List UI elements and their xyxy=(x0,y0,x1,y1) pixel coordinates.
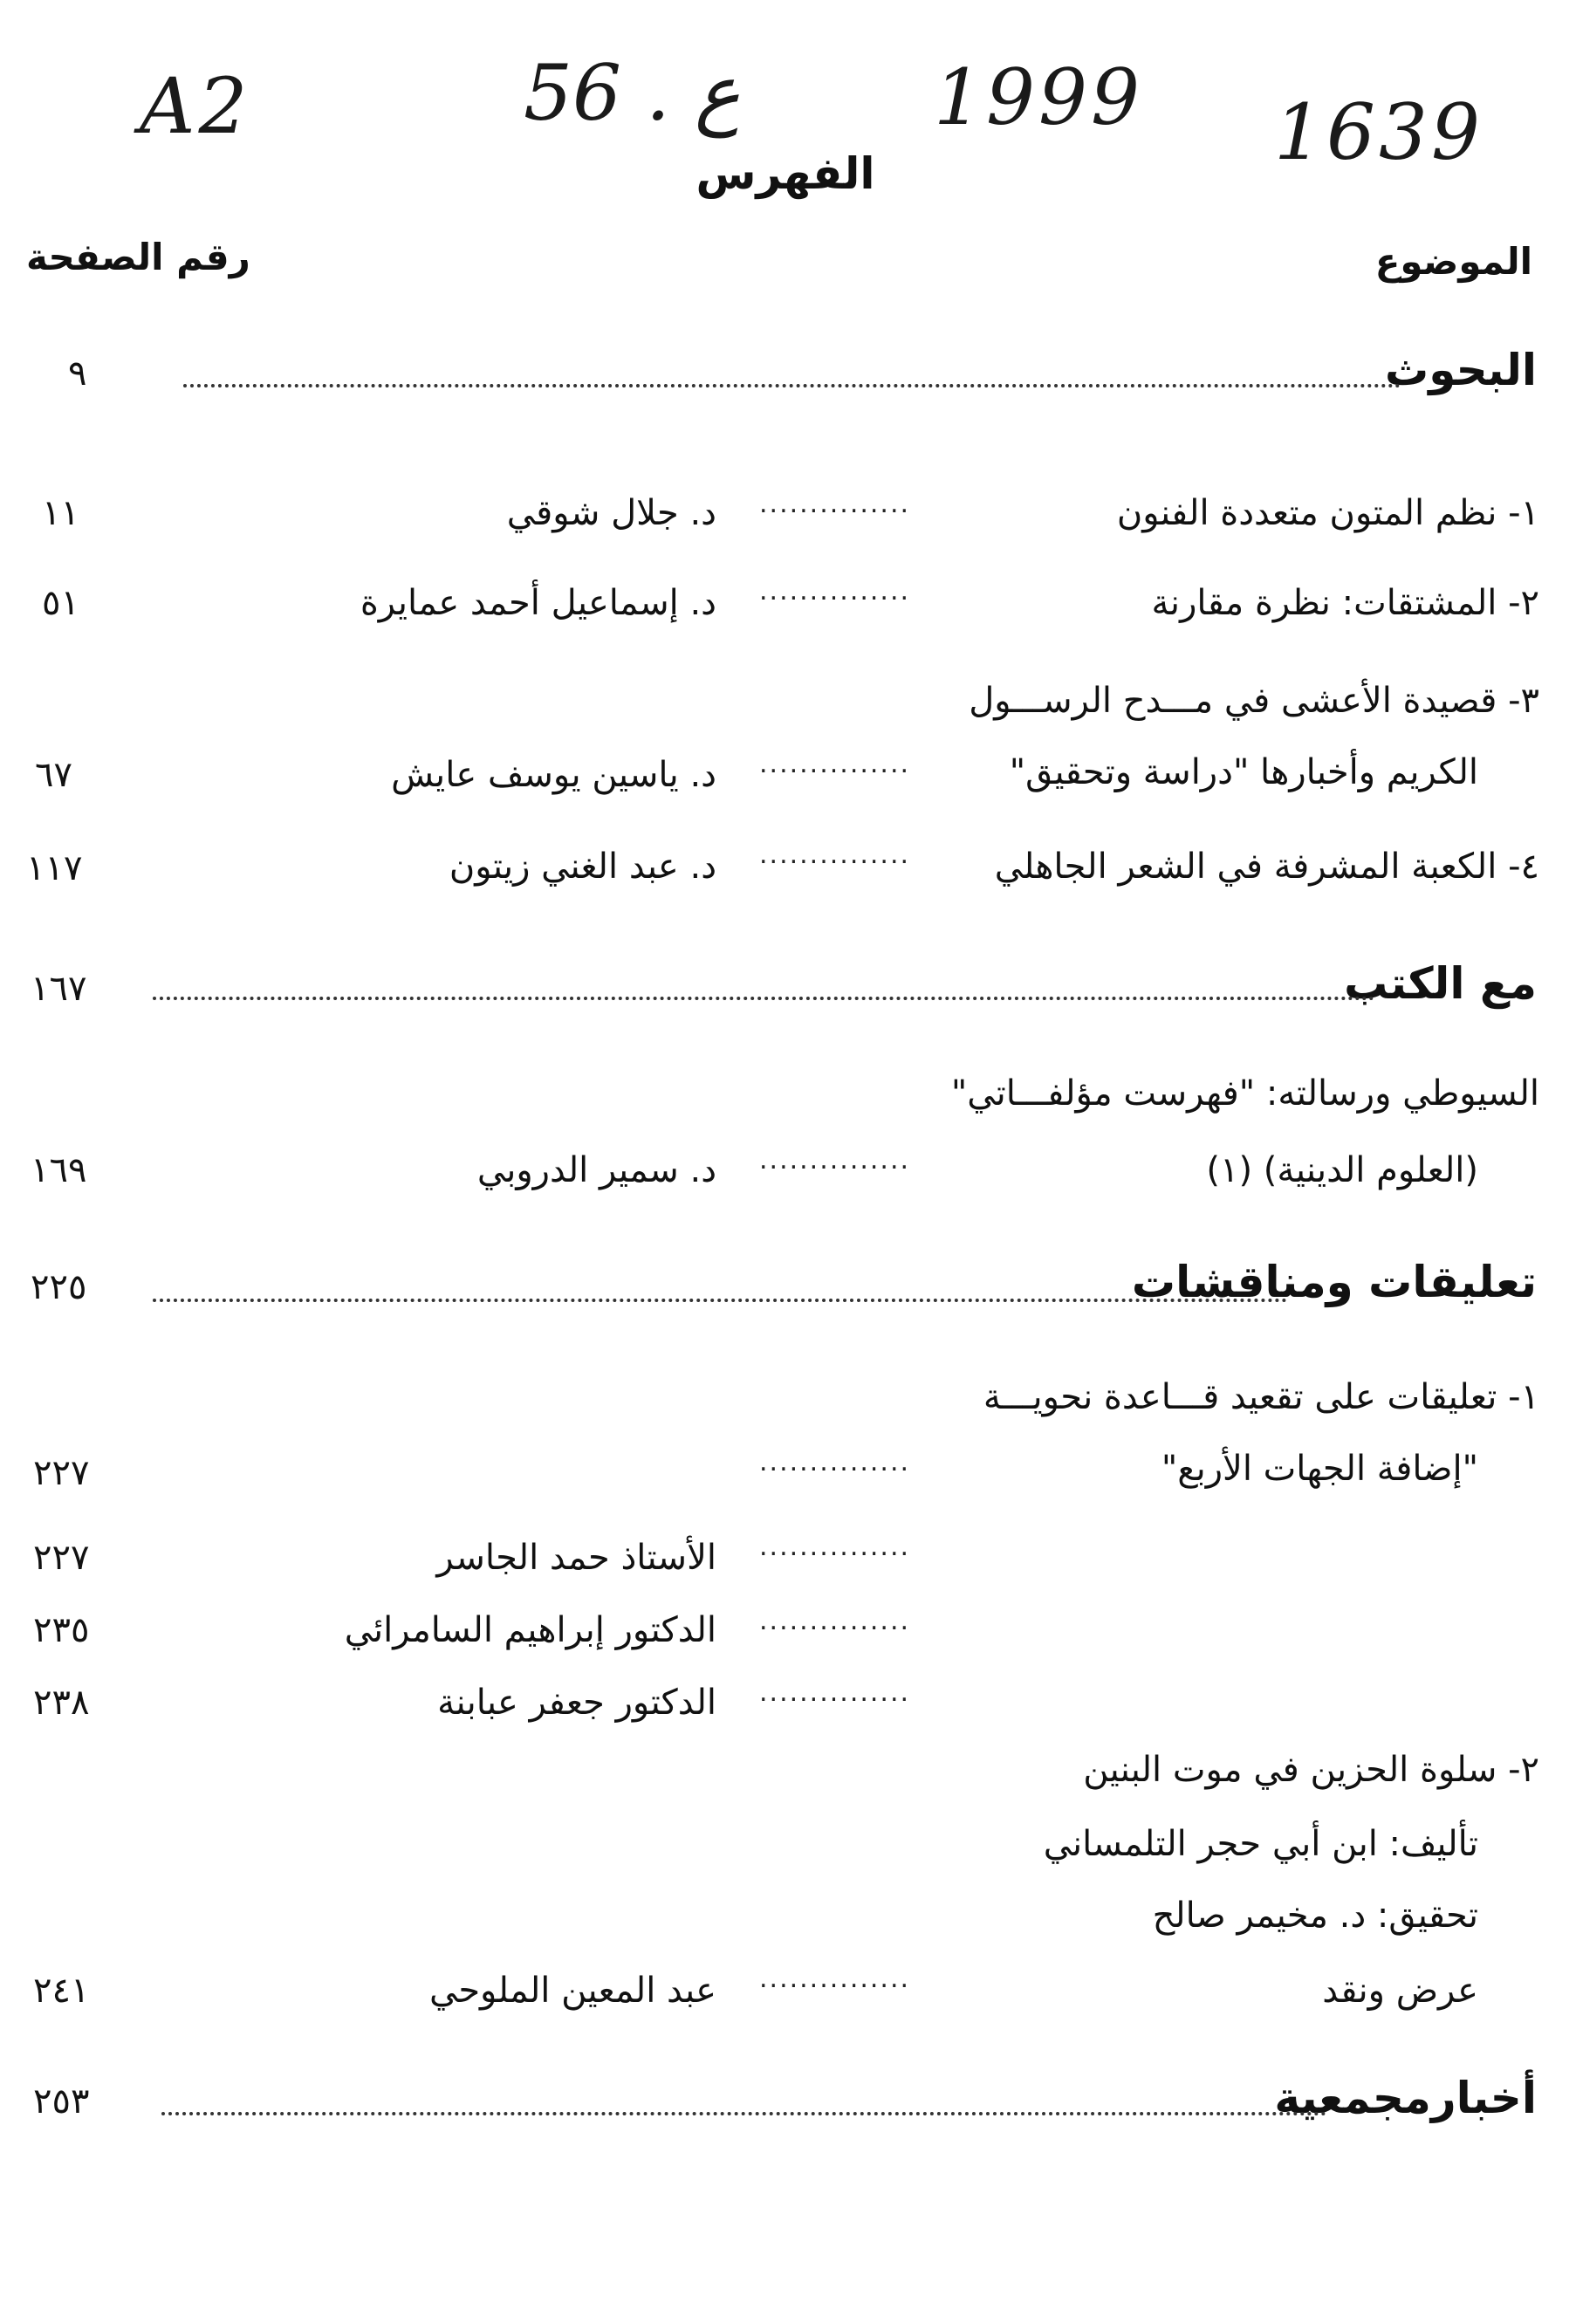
toc-entry-author: د. سمير الدروبي xyxy=(476,1150,716,1190)
toc-entry-author: الدكتور جعفر عبابنة xyxy=(437,1683,716,1723)
page-number: ٢٣٥ xyxy=(33,1610,90,1650)
dot-leader: ............... xyxy=(759,1532,911,1562)
toc-entry-author: الأستاذ حمد الجاسر xyxy=(436,1538,716,1578)
page-number: ٢٢٧ xyxy=(33,1453,90,1493)
toc-entry-title: ٢- المشتقات: نظرة مقارنة xyxy=(1151,583,1539,623)
toc-entry-author: د. جلال شوقي xyxy=(506,493,716,533)
page-number: ٢٣٨ xyxy=(33,1683,90,1723)
toc-entry-title: ٤- الكعبة المشرفة في الشعر الجاهلي xyxy=(994,847,1539,887)
column-header-subject: الموضوع xyxy=(1374,240,1532,283)
dot-leader: ............... xyxy=(759,1964,911,1994)
toc-entry-title: ١- نظم المتون متعددة الفنون xyxy=(1116,493,1539,533)
toc-entry-title-continued: (العلوم الدينية) (١) xyxy=(1206,1150,1478,1190)
dot-leader xyxy=(153,1299,1287,1302)
toc-entry-author: د. عبد الغني زيتون xyxy=(449,847,716,887)
dot-leader xyxy=(153,997,1374,1000)
dot-leader: ............... xyxy=(759,840,911,870)
column-header-page-number: رقم الصفحة xyxy=(26,236,250,278)
page-title: الفهرس xyxy=(695,148,875,199)
dot-leader xyxy=(183,384,1401,387)
dot-leader: ............... xyxy=(759,749,911,779)
page-number: ١٦٩ xyxy=(31,1150,87,1190)
dot-leader: ............... xyxy=(759,1447,911,1477)
toc-entry-author: د. إسماعيل أحمد عمايرة xyxy=(360,583,716,623)
section-title-books: مع الكتب xyxy=(1344,958,1537,1009)
toc-entry-editing: تحقيق: د. مخيمر صالح xyxy=(1152,1896,1478,1936)
toc-entry-authorship: تأليف: ابن أبي حجر التلمساني xyxy=(1043,1824,1478,1864)
section-title-comments: تعليقات ومناقشات xyxy=(1131,1257,1537,1307)
toc-entry-title-continued: الكريم وأخبارها "دراسة وتحقيق" xyxy=(1009,752,1478,792)
toc-entry-author: عبد المعين الملوحي xyxy=(428,1971,716,2011)
toc-entry-title: السيوطي ورسالته: "فهرست مؤلفـــاتي" xyxy=(950,1073,1539,1114)
page-number: ١١ xyxy=(42,493,79,533)
handwritten-code-left: A2 xyxy=(140,61,251,151)
section-title-research: البحوث xyxy=(1385,345,1537,395)
toc-entry-title: ٣- قصيدة الأعشى في مـــدح الرســـول xyxy=(969,681,1539,721)
page-number: ٦٧ xyxy=(35,755,72,795)
dot-leader: ............... xyxy=(759,576,911,607)
handwritten-year: 1999 xyxy=(934,52,1143,142)
toc-entry-author: الدكتور إبراهيم السامرائي xyxy=(344,1610,716,1650)
dot-leader: ............... xyxy=(759,1677,911,1708)
dot-leader: ............... xyxy=(759,489,911,519)
page-number: ٢٢٧ xyxy=(33,1538,90,1578)
toc-entry-review: عرض ونقد xyxy=(1322,1971,1478,2011)
page-number: ٢٢٥ xyxy=(31,1267,87,1307)
page-number: ٩ xyxy=(68,353,87,394)
toc-entry-author: د. ياسين يوسف عايش xyxy=(391,755,716,795)
page-number: ١٦٧ xyxy=(31,969,87,1009)
toc-entry-title: ١- تعليقات على تقعيد قـــاعدة نحويـــة xyxy=(983,1377,1539,1417)
dot-leader: ............... xyxy=(759,1606,911,1636)
page-number: ٢٤١ xyxy=(33,1971,90,2011)
toc-entry-title-continued: "إضافة الجهات الأربع" xyxy=(1161,1449,1478,1489)
dot-leader: ............... xyxy=(759,1145,911,1176)
page-number: ٢٥٣ xyxy=(33,2081,90,2122)
section-title-news: أخبارمجمعية xyxy=(1274,2073,1537,2123)
handwritten-code-mid: 56 . ع xyxy=(524,48,741,138)
toc-entry-title: ٢- سلوة الحزين في موت البنين xyxy=(1083,1750,1539,1790)
handwritten-number: 1639 xyxy=(1274,87,1483,177)
dot-leader xyxy=(161,2112,1326,2115)
page-number: ١١٧ xyxy=(26,848,83,888)
page-number: ٥١ xyxy=(42,583,79,623)
